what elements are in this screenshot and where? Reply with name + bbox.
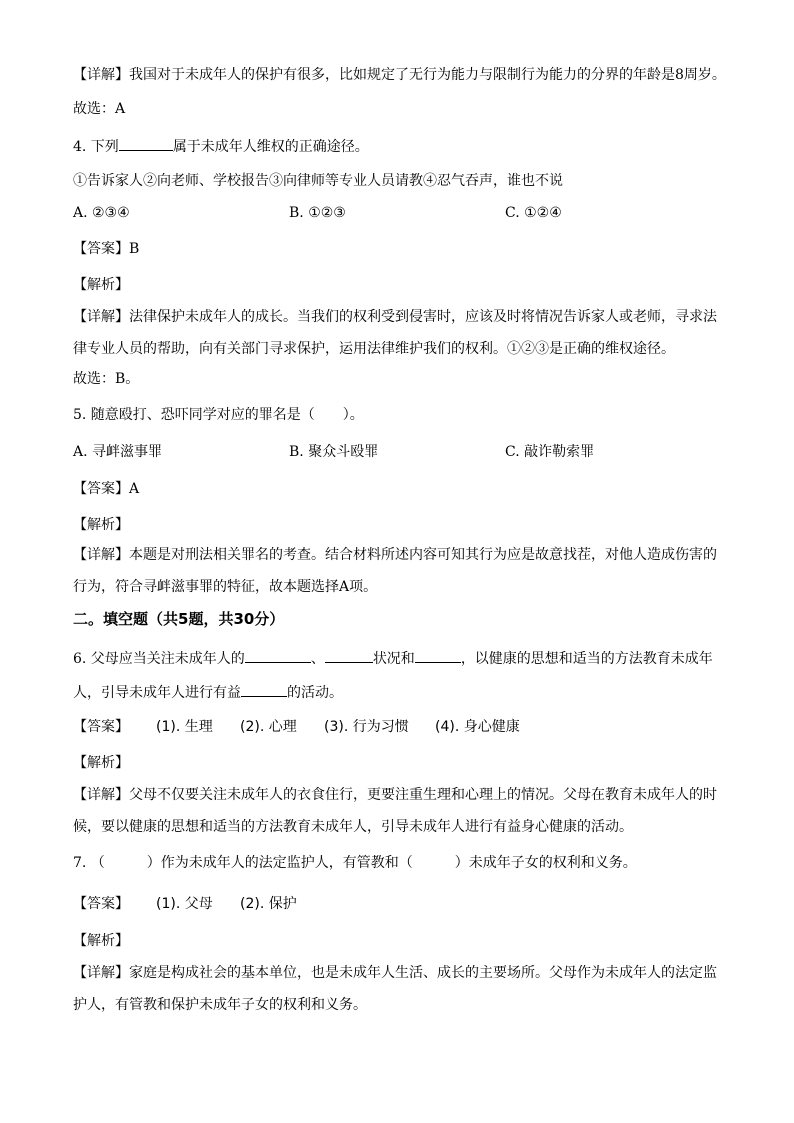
answer-tag: 【答案】	[73, 481, 129, 497]
question-6: 6. 父母应当关注未成年人的 、 状况和 ，以健康的思想和适当的方法教育未成年	[73, 648, 713, 668]
explanation-line: 【详解】父母不仅要关注未成年人的衣食住行，更要注重生理和心理上的情况。父母在教育未成年人的时	[73, 787, 717, 803]
explanation-line: 律专业人员的帮助，向有关部门寻求保护，运用法律维护我们的权利。①②③是正确的维权途径。	[73, 341, 675, 357]
selection-line: 故选：B。	[73, 371, 140, 387]
answer-tag: 【答案】	[73, 719, 129, 735]
explanation-line: 【详解】本题是对刑法相关罪名的考查。结合材料所述内容可知其行为应是故意找茬，对他人造成伤害的	[73, 547, 717, 563]
question-4: 4. 下列 属于未成年人维权的正确途径。	[73, 136, 369, 156]
option-c: C. ①②④	[505, 205, 562, 221]
answer-item: (3). 行为习惯	[324, 719, 409, 735]
answer-item: (1). 父母	[156, 896, 213, 912]
question-5: 5. 随意殴打、恐吓同学对应的罪名是（ ）。	[73, 407, 364, 423]
blank	[245, 648, 311, 663]
answer-line	[73, 718, 520, 736]
answer-line	[73, 480, 139, 498]
detail-tag: 【详解】	[73, 67, 129, 83]
selection-line: 故选：A	[73, 101, 126, 117]
explanation-line: 候，要以健康的思想和适当的方法教育未成年人，引导未成年人进行有益身心健康的活动。	[73, 819, 633, 835]
answer-item: (2). 心理	[240, 719, 297, 735]
blank	[119, 136, 173, 151]
explanation-line: 【详解】家庭是构成社会的基本单位，也是未成年人生活、成长的主要场所。父母作为未成年人的法定监	[73, 965, 717, 981]
detail-tag: 【详解】	[73, 309, 129, 325]
explanation-line: 护人，有管教和保护未成年子女的权利和义务。	[73, 997, 367, 1013]
answer-item: (1). 生理	[156, 719, 213, 735]
option-c: C. 敲诈勒索罪	[505, 444, 595, 460]
question-4-items: ①告诉家人②向老师、学校报告③向律师等专业人员请教④忍气吞声，谁也不说	[73, 173, 563, 189]
answer-item: (2). 保护	[240, 896, 297, 912]
analysis-tag: 【解析】	[73, 933, 129, 949]
option-b: B. ①②③	[289, 205, 346, 221]
option-a: A. ②③④	[73, 205, 130, 221]
answer-item: (4). 身心健康	[435, 719, 520, 735]
answer-line	[73, 240, 139, 258]
question-6-line2: 人，引导未成年人进行有益 的活动。	[73, 682, 343, 702]
detail-tag: 【详解】	[73, 547, 129, 563]
answer-tag: 【答案】	[73, 896, 129, 912]
detail-tag: 【详解】	[73, 787, 129, 803]
detail-tag: 【详解】	[73, 965, 129, 981]
blank	[325, 648, 373, 663]
blank	[241, 682, 287, 697]
option-a: A. 寻衅滋事罪	[73, 444, 163, 460]
option-b: B. 聚众斗殴罪	[289, 444, 379, 460]
analysis-tag: 【解析】	[73, 277, 129, 293]
answer-value: A	[129, 481, 140, 497]
section-heading: 二。填空题（共5题，共30分）	[73, 610, 285, 628]
explanation-line: 行为，符合寻衅滋事罪的特征，故本题选择A项。	[73, 579, 378, 595]
explanation-line	[73, 66, 726, 84]
question-7: 7. （ ）作为未成年人的法定监护人，有管教和（ ）未成年子女的权利和义务。	[73, 855, 637, 871]
detail-text: 我国对于未成年人的保护有很多，比如规定了无行为能力与限制行为能力的分界的年龄是8周岁。	[129, 67, 726, 83]
answer-line	[73, 895, 297, 913]
answer-tag: 【答案】	[73, 241, 129, 257]
explanation-line: 【详解】法律保护未成年人的成长。当我们的权利受到侵害时，应该及时将情况告诉家人或老师，寻求法	[73, 309, 717, 325]
blank	[415, 648, 461, 663]
answer-value: B	[129, 241, 140, 257]
analysis-tag: 【解析】	[73, 517, 129, 533]
analysis-tag: 【解析】	[73, 755, 129, 771]
